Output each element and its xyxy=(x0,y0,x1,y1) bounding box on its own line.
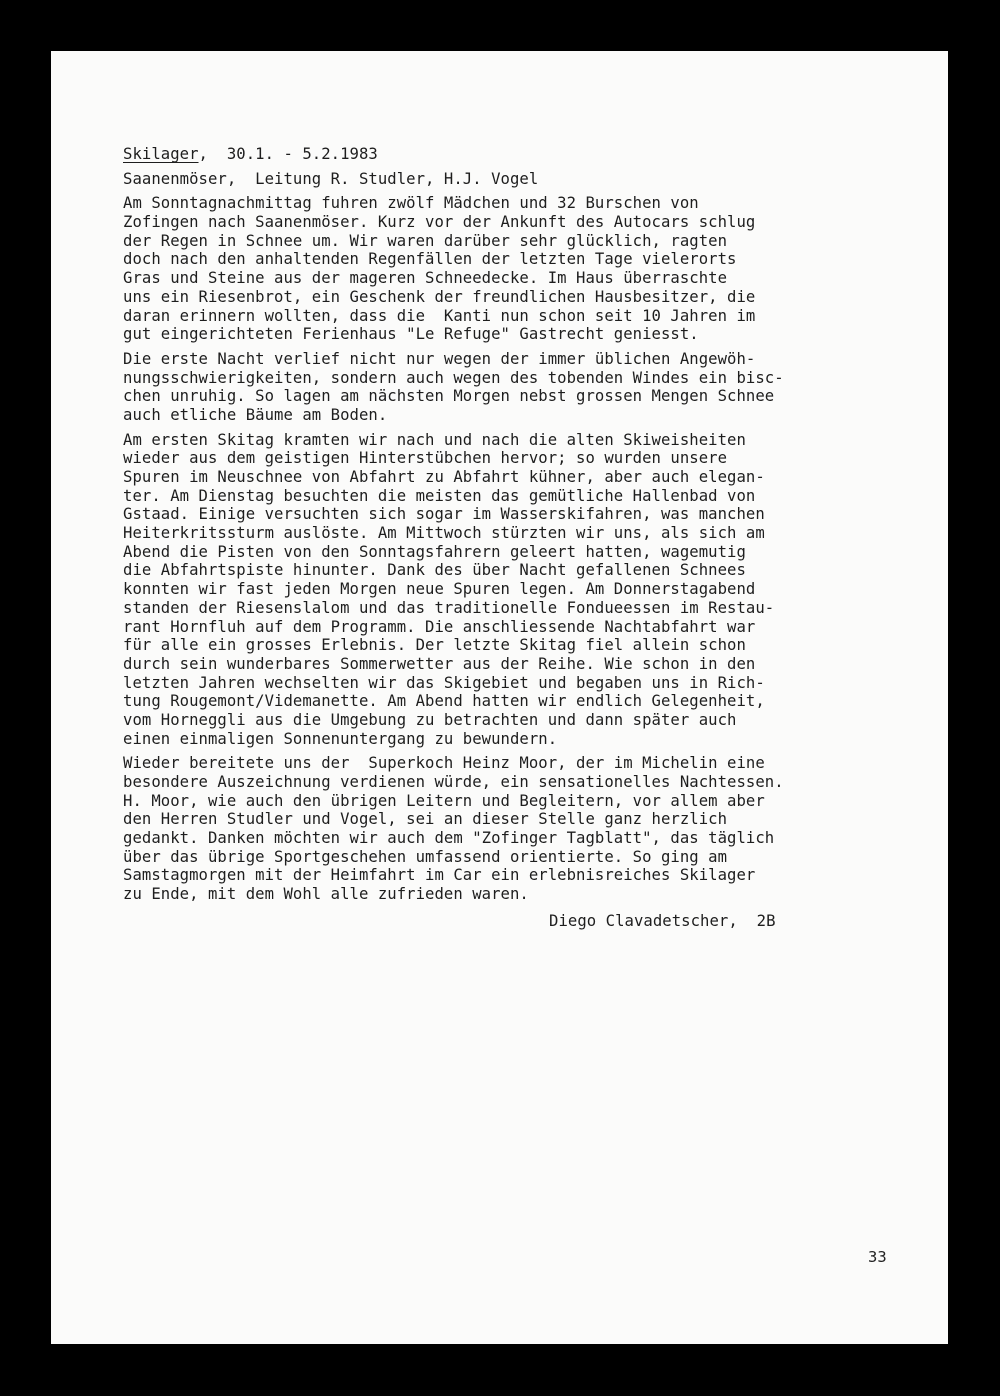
paragraph-line: gedankt. Danken möchten wir auch dem "Zofinger Tagblatt", das täglich xyxy=(123,829,775,848)
paragraph-line: Gstaad. Einige versuchten sich sogar im Wasserskifahren, was manchen xyxy=(123,505,765,524)
paragraph-line: der Regen in Schnee um. Wir waren darüber sehr glücklich, ragten xyxy=(123,231,728,250)
paragraph-line: konnten wir fast jeden Morgen neue Spuren legen. Am Donnerstagabend xyxy=(123,580,756,599)
title-separator: , xyxy=(198,145,208,163)
paragraph-line: letzten Jahren wechselten wir das Skigebiet und begaben uns in Rich- xyxy=(123,673,765,692)
paragraph-line: durch sein wunderbares Sommerwetter aus der Reihe. Wie schon in den xyxy=(123,654,756,673)
paragraph-line: chen unruhig. So lagen am nächsten Morgen nebst grossen Mengen Schnee xyxy=(123,387,775,406)
document-page xyxy=(51,51,948,1344)
paragraph xyxy=(123,350,923,425)
paragraph-line: Abend die Pisten von den Sonntagsfahrern geleert hatten, wagemutig xyxy=(123,542,746,561)
paragraph xyxy=(123,431,923,749)
paragraph-line: über das übrige Sportgeschehen umfassend orientierte. So ging am xyxy=(123,847,728,866)
paragraph-line: auch etliche Bäume am Boden. xyxy=(123,405,388,424)
paragraph-line: Samstagmorgen mit der Heimfahrt im Car ein erlebnisreiches Skilager xyxy=(123,866,756,885)
article-heading xyxy=(123,145,923,164)
paragraph-line: Die erste Nacht verlief nicht nur wegen der immer üblichen Angewöh- xyxy=(123,349,756,368)
paragraph-line: Heiterkritssturm auslöste. Am Mittwoch stürzten wir uns, als sich am xyxy=(123,524,765,543)
paragraphs xyxy=(123,194,923,909)
paragraph-line: doch nach den anhaltenden Regenfällen der letzten Tage vielerorts xyxy=(123,250,737,269)
paragraph-line: rant Hornfluh auf dem Programm. Die anschliessende Nachtabfahrt war xyxy=(123,617,756,636)
paragraph-line: gut eingerichteten Ferienhaus "Le Refuge" Gastrecht geniesst. xyxy=(123,325,699,344)
paragraph-line: tung Rougemont/Videmanette. Am Abend hatten wir endlich Gelegenheit, xyxy=(123,692,765,711)
paragraph-line: zu Ende, mit dem Wohl alle zufrieden waren. xyxy=(123,885,529,904)
paragraph-line: Am ersten Skitag kramten wir nach und nach die alten Skiweisheiten xyxy=(123,430,746,449)
article-subtitle: Saanenmöser, Leitung R. Studler, H.J. Vogel xyxy=(123,169,539,188)
paragraph-line: Zofingen nach Saanenmöser. Kurz vor der Ankunft des Autocars schlug xyxy=(123,213,756,232)
paragraph-line: Wieder bereitete uns der Superkoch Heinz Moor, der im Michelin eine xyxy=(123,754,765,773)
paragraph-line: wieder aus dem geistigen Hinterstübchen hervor; so wurden unsere xyxy=(123,449,728,468)
paragraph xyxy=(123,194,923,344)
paragraph-line: Am Sonntagnachmittag fuhren zwölf Mädchen und 32 Burschen von xyxy=(123,194,699,213)
paragraph-line: Spuren im Neuschnee von Abfahrt zu Abfahrt kühner, aber auch elegan- xyxy=(123,468,765,486)
article-title: Skilager xyxy=(123,145,199,163)
paragraph-line: ter. Am Dienstag besuchten die meisten das gemütliche Hallenbad von xyxy=(123,486,756,505)
signature: Diego Clavadetscher, 2B xyxy=(549,911,776,930)
article-body xyxy=(123,145,923,931)
paragraph-line: standen der Riesenslalom und das traditionelle Fondueessen im Restau- xyxy=(123,598,775,617)
paragraph-line: vom Horneggli aus die Umgebung zu betrachten und dann später auch xyxy=(123,710,737,729)
paragraph-line: für alle ein grosses Erlebnis. Der letzte Skitag fiel allein schon xyxy=(123,636,746,655)
paragraph-line: Gras und Steine aus der mageren Schneedecke. Im Haus überraschte xyxy=(123,269,728,288)
paragraph-line: die Abfahrtspiste hinunter. Dank des über Nacht gefallenen Schnees xyxy=(123,561,746,580)
paragraph-line: H. Moor, wie auch den übrigen Leitern und Begleitern, vor allem aber xyxy=(123,791,765,810)
article-dates: 30.1. - 5.2.1983 xyxy=(226,145,378,163)
paragraph xyxy=(123,754,923,904)
paragraph-line: besondere Auszeichnung verdienen würde, ein sensationelles Nachtessen. xyxy=(123,773,784,791)
page-number: 33 xyxy=(868,1248,887,1266)
paragraph-line: den Herren Studler und Vogel, sei an dieser Stelle ganz herzlich xyxy=(123,810,728,829)
paragraph-line: einen einmaligen Sonnenuntergang zu bewundern. xyxy=(123,729,558,748)
paragraph-line: daran erinnern wollten, dass die Kanti nun schon seit 10 Jahren im xyxy=(123,306,756,325)
paragraph-line: uns ein Riesenbrot, ein Geschenk der freundlichen Hausbesitzer, die xyxy=(123,287,756,306)
paragraph-line: nungsschwierigkeiten, sondern auch wegen des tobenden Windes ein bisс- xyxy=(123,368,784,387)
